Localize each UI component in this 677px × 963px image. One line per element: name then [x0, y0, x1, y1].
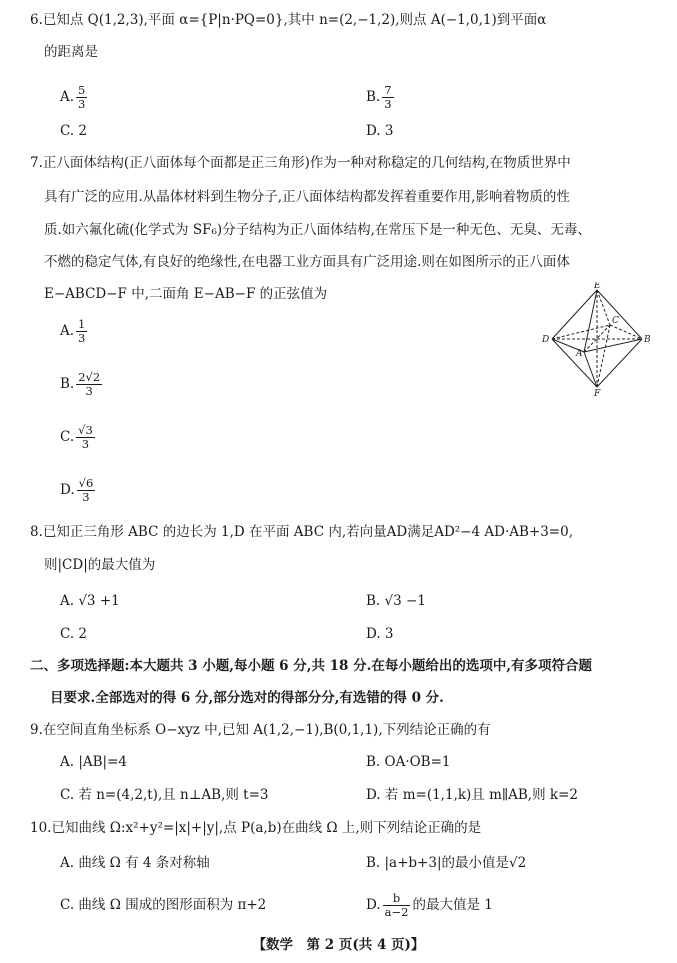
edge-EA	[584, 290, 597, 352]
edge-CB	[610, 325, 642, 339]
q10-option-d: D. $\frac{b}{a-2}$ 的最大值是 1	[366, 891, 493, 919]
q9-option-a: A. |AB|=4	[60, 754, 127, 770]
edge-AF	[584, 352, 597, 387]
q8-option-d: D. 3	[366, 626, 394, 642]
q8-line2: 则|CD|的最大值为	[44, 557, 156, 573]
q9-stem: 9.在空间直角坐标系 O−xyz 中,已知 A(1,2,−1),B(0,1,1),下列结论正确的有	[30, 722, 491, 738]
q8-line1: 8.已知正三角形 ABC 的边长为 1,D 在平面 ABC 内,若向量AD满足AD²−4 AD·AB+3=0,	[30, 524, 573, 540]
label-E: E	[594, 282, 601, 291]
label-D: D	[542, 335, 550, 345]
q6-option-a: A. $\frac{5}{3}$	[60, 83, 86, 111]
q8-option-c: C. 2	[60, 626, 88, 642]
q8-option-b: B. √3 −1	[366, 593, 426, 609]
label-F: F	[594, 389, 601, 397]
octahedron-figure	[540, 282, 655, 397]
label-C: C	[612, 316, 619, 326]
q9-option-c: C. 若 n=(4,2,t),且 n⊥AB,则 t=3	[60, 787, 269, 803]
q9-option-d: D. 若 m=(1,1,k)且 m∥AB,则 k=2	[366, 787, 578, 803]
q7-line3: 质.如六氟化硫(化学式为 SF₆)分子结构为正八面体结构,在常压下是一种无色、无臭、无毒、	[44, 222, 591, 238]
edge-DF	[552, 339, 597, 387]
q10-option-c: C. 曲线 Ω 围成的图形面积为 π+2	[60, 897, 267, 913]
q7-line1: 7.正八面体结构(正八面体每个面都是正三角形)作为一种对称稳定的几何结构,在物质世界中	[30, 155, 571, 171]
q7-line5: E−ABCD−F 中,二面角 E−AB−F 的正弦值为	[44, 286, 328, 302]
section2-heading-cont: 目要求.全部选对的得 6 分,部分选对的得部分分,有选错的得 0 分.	[50, 690, 444, 706]
q6-stem-cont: 的距离是	[44, 44, 98, 60]
label-B: B	[644, 335, 651, 345]
edge-AB	[584, 339, 642, 352]
q7-option-b: B. $\frac{2√2}{3}$	[60, 370, 101, 398]
edge-EB	[597, 290, 642, 339]
edge-DC	[552, 325, 610, 339]
q6-option-d: D. 3	[366, 123, 394, 139]
q8-option-a: A. √3 +1	[60, 593, 120, 609]
q7-option-c: C. $\frac{√3}{3}$	[60, 423, 93, 451]
q10-option-a: A. 曲线 Ω 有 4 条对称轴	[60, 855, 210, 871]
page-footer: 【数学 第 2 页(共 4 页)】	[252, 937, 425, 953]
q10-option-b: B. |a+b+3|的最小值是√2	[366, 855, 527, 871]
edge-EC	[597, 290, 610, 325]
edge-BF	[597, 339, 642, 387]
q6-stem: 6.已知点 Q(1,2,3),平面 α={P|n·PQ=0},其中 n=(2,−1,2),则点 A(−1,0,1)到平面α	[30, 12, 547, 28]
q7-option-d: D. $\frac{√6}{3}$	[60, 476, 94, 504]
edge-CF	[597, 325, 610, 387]
q7-option-a: A. $\frac{1}{3}$	[60, 317, 86, 345]
q6-option-b: B. $\frac{7}{3}$	[366, 83, 392, 111]
q7-line4: 不燃的稳定气体,有良好的绝缘性,在电器工业方面具有广泛用途.则在如图所示的正八面体	[44, 254, 570, 270]
q9-option-b: B. OA·OB=1	[366, 754, 451, 770]
edge-ED	[552, 290, 597, 339]
q10-stem: 10.已知曲线 Ω:x²+y²=|x|+|y|,点 P(a,b)在曲线 Ω 上,则下列结论正确的是	[30, 820, 482, 836]
label-A: A	[576, 349, 583, 359]
q6-option-c: C. 2	[60, 123, 88, 139]
q7-line2: 具有广泛的应用.从晶体材料到生物分子,正八面体结构都发挥着重要作用,影响着物质的性	[44, 189, 570, 205]
section2-heading: 二、多项选择题:本大题共 3 小题,每小题 6 分,共 18 分.在每小题给出的选项中,有多项符合题	[30, 658, 593, 674]
